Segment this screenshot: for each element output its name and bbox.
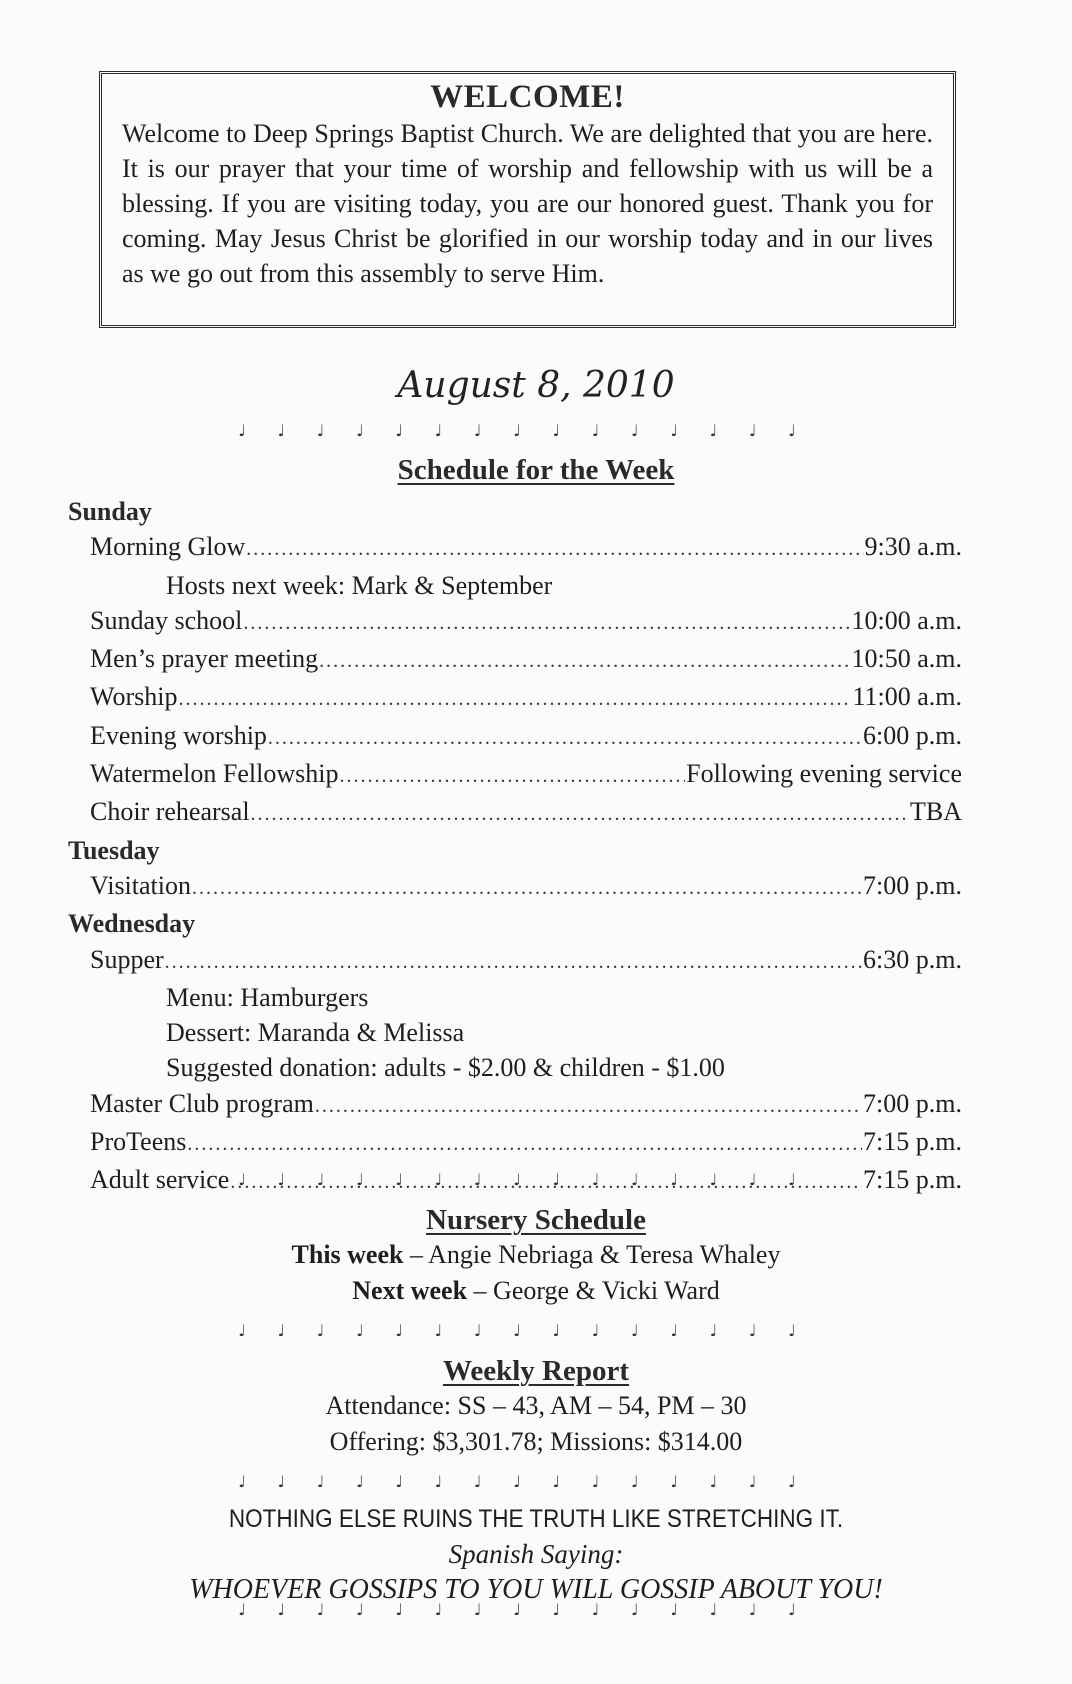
quote-text: NOTHING ELSE RUINS THE TRUTH LIKE STRETCHING IT. (228, 1505, 844, 1533)
music-note-icon: ♩ (434, 1321, 443, 1340)
dot-leader (165, 945, 862, 980)
music-note-icon: ♩ (277, 1321, 286, 1340)
schedule-item-label: Morning Glow (90, 532, 246, 562)
music-note-icon: ♩ (434, 1472, 443, 1491)
music-note-icon: ♩ (788, 1600, 796, 1619)
music-note-icon: ♩ (748, 1600, 757, 1619)
music-note-icon: ♩ (631, 1472, 639, 1491)
schedule-item-label: Visitation (90, 870, 191, 900)
dot-leader (319, 644, 850, 679)
dot-leader (251, 797, 909, 832)
music-note-icon: ♩ (709, 1170, 718, 1189)
schedule-item (68, 942, 962, 980)
music-note-icon: ♩ (788, 1321, 796, 1340)
music-note-icon: ♩ (709, 1600, 718, 1619)
schedule-item-note: Dessert: Maranda & Melissa (166, 1018, 465, 1048)
music-note-icon: ♩ (670, 1600, 678, 1619)
schedule-item (68, 1124, 962, 1162)
music-note-icon: ♩ (631, 421, 639, 440)
schedule-heading-text: Schedule for the Week (397, 454, 675, 486)
music-note-icon: ♩ (395, 421, 403, 440)
schedule-item-note: Menu: Hamburgers (166, 982, 369, 1012)
music-note-icon: ♩ (356, 1321, 364, 1340)
music-note-icon: ♩ (513, 1472, 521, 1491)
music-note-icon: ♩ (748, 1170, 757, 1189)
schedule-item-time: 11:00 a.m. (852, 682, 962, 712)
music-note-icon: ♩ (356, 421, 364, 440)
schedule-item-time: Following evening service (686, 759, 962, 789)
music-note-icon: ♩ (552, 1472, 561, 1491)
music-note-icon: ♩ (316, 1472, 325, 1491)
music-note-icon: ♩ (709, 1321, 718, 1340)
music-note-icon: ♩ (631, 1321, 639, 1340)
dot-leader (246, 532, 863, 567)
music-note-divider (237, 1472, 797, 1492)
schedule-item-label: Master Club program (90, 1088, 314, 1118)
dot-leader (315, 1089, 862, 1124)
dot-leader (178, 682, 851, 717)
music-note-icon: ♩ (552, 1321, 561, 1340)
music-note-divider (237, 421, 797, 441)
nursery-next-week-value: – George & Vicki Ward (467, 1276, 720, 1305)
welcome-message: Welcome to Deep Springs Baptist Church. We are delighted that you are here. It is our prayer that your time of worship and fellowship with us will be a blessing. If you are visiting today, you are our honored guest. Thank you for coming. May Jesus Christ be glorified in our worship today and in our lives as we go out from this assembly to serve Him. (122, 119, 933, 288)
music-note-icon: ♩ (316, 1170, 325, 1189)
day-heading-sunday: Sunday (68, 497, 152, 526)
nursery-heading (0, 1203, 1072, 1237)
weekly-schedule (68, 494, 962, 1201)
music-note-icon: ♩ (473, 1472, 482, 1491)
music-note-icon: ♩ (670, 1472, 678, 1491)
music-note-icon: ♩ (316, 421, 325, 440)
report-offering: Offering: $3,301.78; Missions: $314.00 (329, 1427, 743, 1456)
music-note-icon: ♩ (788, 1170, 796, 1189)
dot-leader (268, 721, 862, 756)
schedule-item (68, 529, 962, 567)
music-note-icon: ♩ (238, 1600, 246, 1619)
music-note-icon: ♩ (513, 1170, 521, 1189)
bulletin-date: August 8, 2010 (397, 365, 675, 406)
schedule-item-note: Suggested donation: adults - $2.00 & children - $1.00 (166, 1053, 725, 1083)
music-note-icon: ♩ (395, 1170, 403, 1189)
music-note-icon: ♩ (552, 1170, 561, 1189)
music-note-icon: ♩ (748, 1472, 757, 1491)
music-note-icon: ♩ (513, 1321, 521, 1340)
day-heading-wednesday: Wednesday (68, 909, 196, 939)
music-note-icon: ♩ (434, 421, 443, 440)
welcome-box (99, 71, 956, 328)
music-note-icon: ♩ (316, 1321, 325, 1340)
music-note-divider (237, 1321, 797, 1341)
music-note-icon: ♩ (238, 1170, 246, 1189)
schedule-item-time: 6:30 p.m. (863, 944, 962, 974)
music-note-icon: ♩ (473, 1321, 482, 1340)
nursery-this-week (0, 1238, 1072, 1272)
dot-leader (243, 606, 850, 641)
spanish-saying-text: WHOEVER GOSSIPS TO YOU WILL GOSSIP ABOUT YOU! (189, 1574, 883, 1605)
schedule-item-label: ProTeens (90, 1127, 187, 1157)
dot-leader (339, 759, 685, 794)
nursery-heading-text: Nursery Schedule (426, 1204, 646, 1236)
music-note-icon: ♩ (356, 1170, 364, 1189)
music-note-icon: ♩ (513, 421, 521, 440)
music-note-icon: ♩ (552, 421, 561, 440)
schedule-item-time: 10:50 a.m. (851, 644, 962, 674)
nursery-next-week-label: Next week (352, 1276, 468, 1305)
day-heading-tuesday: Tuesday (68, 835, 160, 865)
schedule-item (68, 1162, 962, 1200)
music-note-icon: ♩ (238, 1472, 246, 1491)
music-note-icon: ♩ (748, 421, 757, 440)
schedule-item-time: 7:15 p.m. (863, 1165, 962, 1195)
schedule-item-time: 10:00 a.m. (851, 605, 962, 635)
music-note-icon: ♩ (709, 421, 718, 440)
music-note-icon: ♩ (788, 421, 796, 440)
dot-leader (187, 1127, 862, 1162)
schedule-item (68, 868, 962, 906)
report-heading-text: Weekly Report (442, 1355, 630, 1387)
schedule-item-time: 9:30 a.m. (864, 532, 962, 562)
schedule-item-label: Adult service (90, 1165, 230, 1195)
music-note-icon: ♩ (395, 1472, 403, 1491)
schedule-item (68, 641, 962, 679)
music-note-icon: ♩ (277, 1170, 286, 1189)
music-note-icon: ♩ (395, 1600, 403, 1619)
schedule-item-label: Evening worship (90, 720, 267, 750)
music-note-icon: ♩ (238, 421, 246, 440)
music-note-icon: ♩ (434, 1170, 443, 1189)
schedule-item (68, 756, 962, 794)
music-note-icon: ♩ (434, 1600, 443, 1619)
music-note-icon: ♩ (277, 1472, 286, 1491)
music-note-icon: ♩ (591, 1472, 600, 1491)
music-note-icon: ♩ (631, 1170, 639, 1189)
music-note-icon: ♩ (670, 1321, 678, 1340)
music-note-icon: ♩ (670, 1170, 678, 1189)
welcome-title: WELCOME! (430, 79, 625, 115)
music-note-icon: ♩ (748, 1321, 757, 1340)
schedule-item (68, 679, 962, 717)
schedule-item-label: Worship (90, 682, 178, 712)
music-note-icon: ♩ (473, 1170, 482, 1189)
music-note-icon: ♩ (238, 1321, 246, 1340)
dot-leader (192, 871, 862, 906)
music-note-icon: ♩ (591, 1600, 600, 1619)
music-note-icon: ♩ (356, 1600, 364, 1619)
schedule-item-time: 7:00 p.m. (863, 1088, 962, 1118)
music-note-icon: ♩ (473, 1600, 482, 1619)
music-note-icon: ♩ (552, 1600, 561, 1619)
music-note-icon: ♩ (631, 1600, 639, 1619)
schedule-item-label: Supper (90, 944, 164, 974)
schedule-item-note: Hosts next week: Mark & September (166, 570, 553, 600)
music-note-icon: ♩ (591, 1170, 600, 1189)
schedule-item (68, 718, 962, 756)
music-note-icon: ♩ (277, 1600, 286, 1619)
schedule-item-time: 7:00 p.m. (863, 870, 962, 900)
schedule-item (68, 1086, 962, 1124)
report-attendance: Attendance: SS – 43, AM – 54, PM – 30 (325, 1391, 747, 1420)
music-note-icon: ♩ (395, 1321, 403, 1340)
schedule-item-time: 7:15 p.m. (863, 1127, 962, 1157)
dot-leader (230, 1165, 862, 1200)
report-heading (0, 1354, 1072, 1388)
schedule-item (68, 794, 962, 832)
music-note-icon: ♩ (788, 1472, 796, 1491)
schedule-item-label: Watermelon Fellowship (90, 759, 339, 789)
music-note-icon: ♩ (473, 421, 482, 440)
schedule-item-label: Choir rehearsal (90, 797, 250, 827)
nursery-this-week-label: This week (291, 1240, 404, 1269)
schedule-item-label: Men’s prayer meeting (90, 644, 319, 674)
schedule-heading (0, 453, 1072, 487)
music-note-icon: ♩ (591, 421, 600, 440)
music-note-icon: ♩ (316, 1600, 325, 1619)
music-note-icon: ♩ (709, 1472, 718, 1491)
music-note-icon: ♩ (670, 421, 678, 440)
music-note-icon: ♩ (591, 1321, 600, 1340)
schedule-item-time: TBA (910, 797, 962, 827)
music-note-icon: ♩ (277, 421, 286, 440)
schedule-item (68, 603, 962, 641)
nursery-next-week (0, 1274, 1072, 1308)
music-note-icon: ♩ (356, 1472, 364, 1491)
schedule-item-label: Sunday school (90, 605, 243, 635)
spanish-saying-label: Spanish Saying: (448, 1539, 624, 1569)
schedule-item-time: 6:00 p.m. (863, 720, 962, 750)
music-note-icon: ♩ (513, 1600, 521, 1619)
nursery-this-week-value: – Angie Nebriaga & Teresa Whaley (403, 1240, 781, 1269)
